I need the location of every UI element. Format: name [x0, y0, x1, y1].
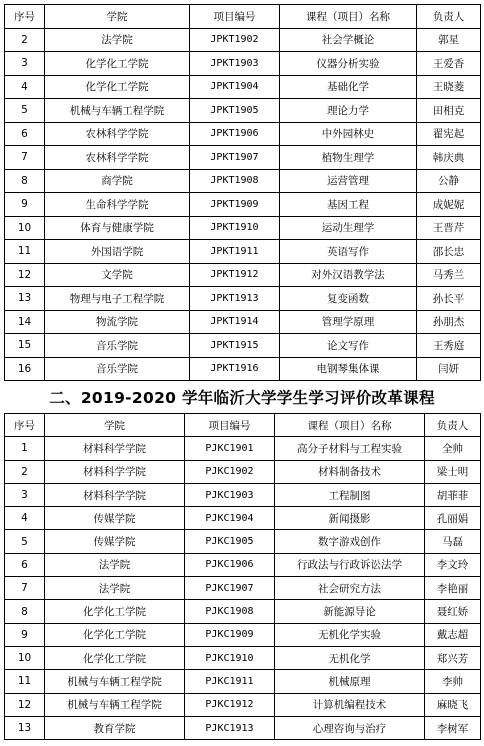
table-row [5, 693, 481, 716]
cell-leader: 邵长忠 [417, 240, 481, 264]
cell-college: 生命科学学院 [45, 193, 190, 217]
cell-college: 材料科学学院 [45, 437, 185, 460]
cell-course: 电钢琴集体课 [280, 357, 417, 381]
table-row [5, 310, 481, 334]
cell-code: PJKC1913 [185, 716, 275, 739]
cell-code: JPKT1908 [190, 169, 280, 193]
cell-college: 机械与车辆工程学院 [45, 693, 185, 716]
header-college: 学院 [45, 414, 185, 437]
cell-seq: 16 [5, 357, 45, 381]
cell-course: 论文写作 [280, 334, 417, 358]
cell-code: PJKC1909 [185, 623, 275, 646]
cell-leader: 孙长平 [417, 287, 481, 311]
cell-code: PJKC1904 [185, 507, 275, 530]
table-row [5, 507, 481, 530]
cell-course: 运营管理 [280, 169, 417, 193]
cell-code: JPKT1913 [190, 287, 280, 311]
cell-code: JPKT1902 [190, 28, 280, 52]
cell-leader: 马磊 [425, 530, 481, 553]
table-header-row [5, 5, 481, 29]
cell-leader: 王晋芹 [417, 216, 481, 240]
cell-college: 物理与电子工程学院 [45, 287, 190, 311]
cell-course: 计算机编程技术 [275, 693, 425, 716]
cell-college: 材料科学学院 [45, 460, 185, 483]
course-table-2 [4, 413, 481, 740]
table-row [5, 437, 481, 460]
cell-leader: 闫妍 [417, 357, 481, 381]
cell-code: JPKT1914 [190, 310, 280, 334]
cell-course: 基因工程 [280, 193, 417, 217]
cell-code: JPKT1905 [190, 99, 280, 123]
table-row [5, 623, 481, 646]
cell-leader: 胡菲菲 [425, 483, 481, 506]
cell-course: 理论力学 [280, 99, 417, 123]
cell-seq: 11 [5, 670, 45, 693]
cell-code: JPKT1916 [190, 357, 280, 381]
cell-code: PJKC1902 [185, 460, 275, 483]
cell-college: 体育与健康学院 [45, 216, 190, 240]
cell-college: 法学院 [45, 577, 185, 600]
cell-code: JPKT1906 [190, 122, 280, 146]
cell-leader: 李文玲 [425, 553, 481, 576]
cell-course: 基础化学 [280, 75, 417, 99]
table-row [5, 670, 481, 693]
cell-college: 材料科学学院 [45, 483, 185, 506]
cell-leader: 田相克 [417, 99, 481, 123]
cell-leader: 王爱香 [417, 52, 481, 76]
cell-course: 无机化学 [275, 646, 425, 669]
table-row [5, 216, 481, 240]
cell-college: 外国语学院 [45, 240, 190, 264]
cell-code: PJKC1911 [185, 670, 275, 693]
header-leader: 负责人 [425, 414, 481, 437]
table-row [5, 334, 481, 358]
table-row [5, 193, 481, 217]
cell-college: 化学化工学院 [45, 600, 185, 623]
cell-seq: 6 [5, 553, 45, 576]
table-row [5, 716, 481, 739]
cell-college: 商学院 [45, 169, 190, 193]
cell-leader: 郑兴芳 [425, 646, 481, 669]
table-row [5, 263, 481, 287]
cell-college: 文学院 [45, 263, 190, 287]
cell-course: 数字游戏创作 [275, 530, 425, 553]
cell-college: 音乐学院 [45, 334, 190, 358]
header-code: 项目编号 [185, 414, 275, 437]
cell-code: JPKT1909 [190, 193, 280, 217]
cell-college: 法学院 [45, 553, 185, 576]
cell-leader: 公静 [417, 169, 481, 193]
header-college: 学院 [45, 5, 190, 29]
cell-course: 心理咨询与治疗 [275, 716, 425, 739]
table-row [5, 646, 481, 669]
cell-course: 社会研究方法 [275, 577, 425, 600]
header-seq: 序号 [5, 5, 45, 29]
cell-leader: 聂红娇 [425, 600, 481, 623]
table-row [5, 530, 481, 553]
cell-seq: 8 [5, 600, 45, 623]
header-course: 课程（项目）名称 [275, 414, 425, 437]
cell-seq: 11 [5, 240, 45, 264]
cell-leader: 李树军 [425, 716, 481, 739]
cell-leader: 王晓菱 [417, 75, 481, 99]
table-row [5, 553, 481, 576]
cell-seq: 12 [5, 693, 45, 716]
table-row [5, 169, 481, 193]
cell-seq: 5 [5, 99, 45, 123]
cell-college: 机械与车辆工程学院 [45, 670, 185, 693]
table-row [5, 287, 481, 311]
cell-seq: 13 [5, 716, 45, 739]
cell-leader: 王秀庭 [417, 334, 481, 358]
cell-code: PJKC1907 [185, 577, 275, 600]
cell-course: 管理学原理 [280, 310, 417, 334]
cell-course: 社会学概论 [280, 28, 417, 52]
table-row [5, 357, 481, 381]
cell-college: 化学化工学院 [45, 623, 185, 646]
table-header-row [5, 414, 481, 437]
cell-code: JPKT1912 [190, 263, 280, 287]
cell-seq: 4 [5, 507, 45, 530]
cell-seq: 7 [5, 577, 45, 600]
cell-seq: 9 [5, 623, 45, 646]
cell-course: 英语写作 [280, 240, 417, 264]
cell-leader: 李帅 [425, 670, 481, 693]
cell-college: 农林科学学院 [45, 122, 190, 146]
cell-course: 材料制备技术 [275, 460, 425, 483]
cell-code: PJKC1903 [185, 483, 275, 506]
table-row [5, 577, 481, 600]
cell-course: 机械原理 [275, 670, 425, 693]
table-row [5, 460, 481, 483]
cell-code: JPKT1915 [190, 334, 280, 358]
table-row [5, 483, 481, 506]
cell-seq: 9 [5, 193, 45, 217]
cell-college: 传媒学院 [45, 530, 185, 553]
cell-seq: 4 [5, 75, 45, 99]
cell-code: PJKC1908 [185, 600, 275, 623]
table-row [5, 99, 481, 123]
cell-code: JPKT1903 [190, 52, 280, 76]
course-table-1 [4, 4, 481, 381]
cell-seq: 2 [5, 28, 45, 52]
cell-leader: 孔丽娟 [425, 507, 481, 530]
cell-leader: 麻晓飞 [425, 693, 481, 716]
cell-college: 化学化工学院 [45, 75, 190, 99]
cell-college: 法学院 [45, 28, 190, 52]
cell-code: JPKT1911 [190, 240, 280, 264]
cell-course: 中外园林史 [280, 122, 417, 146]
cell-leader: 成妮妮 [417, 193, 481, 217]
cell-course: 新闻摄影 [275, 507, 425, 530]
cell-seq: 3 [5, 483, 45, 506]
cell-seq: 1 [5, 437, 45, 460]
cell-leader: 全帅 [425, 437, 481, 460]
cell-course: 对外汉语教学法 [280, 263, 417, 287]
cell-course: 新能源导论 [275, 600, 425, 623]
table-row [5, 28, 481, 52]
table-row [5, 600, 481, 623]
cell-course: 运动生理学 [280, 216, 417, 240]
cell-course: 高分子材料与工程实验 [275, 437, 425, 460]
cell-course: 无机化学实验 [275, 623, 425, 646]
cell-leader: 孙朋杰 [417, 310, 481, 334]
table-row [5, 52, 481, 76]
cell-leader: 李艳丽 [425, 577, 481, 600]
cell-seq: 5 [5, 530, 45, 553]
cell-course: 工程制图 [275, 483, 425, 506]
cell-code: JPKT1907 [190, 146, 280, 170]
cell-college: 传媒学院 [45, 507, 185, 530]
cell-seq: 13 [5, 287, 45, 311]
cell-leader: 梁士明 [425, 460, 481, 483]
cell-college: 音乐学院 [45, 357, 190, 381]
cell-seq: 15 [5, 334, 45, 358]
cell-seq: 2 [5, 460, 45, 483]
cell-code: PJKC1906 [185, 553, 275, 576]
cell-course: 复变函数 [280, 287, 417, 311]
cell-seq: 6 [5, 122, 45, 146]
cell-course: 植物生理学 [280, 146, 417, 170]
cell-leader: 戴志超 [425, 623, 481, 646]
cell-leader: 马秀兰 [417, 263, 481, 287]
table-2-body [5, 437, 481, 740]
cell-seq: 12 [5, 263, 45, 287]
cell-code: JPKT1904 [190, 75, 280, 99]
cell-college: 机械与车辆工程学院 [45, 99, 190, 123]
table-row [5, 240, 481, 264]
table-row [5, 75, 481, 99]
cell-seq: 3 [5, 52, 45, 76]
header-seq: 序号 [5, 414, 45, 437]
cell-course: 行政法与行政诉讼法学 [275, 553, 425, 576]
cell-college: 化学化工学院 [45, 646, 185, 669]
cell-college: 农林科学学院 [45, 146, 190, 170]
cell-seq: 14 [5, 310, 45, 334]
cell-code: PJKC1912 [185, 693, 275, 716]
cell-college: 化学化工学院 [45, 52, 190, 76]
header-code: 项目编号 [190, 5, 280, 29]
cell-seq: 10 [5, 216, 45, 240]
table-row [5, 122, 481, 146]
cell-seq: 7 [5, 146, 45, 170]
cell-seq: 10 [5, 646, 45, 669]
header-course: 课程（项目）名称 [280, 5, 417, 29]
cell-seq: 8 [5, 169, 45, 193]
cell-leader: 韩庆典 [417, 146, 481, 170]
header-leader: 负责人 [417, 5, 481, 29]
table-row [5, 146, 481, 170]
cell-course: 仪器分析实验 [280, 52, 417, 76]
cell-code: PJKC1901 [185, 437, 275, 460]
cell-leader: 郭星 [417, 28, 481, 52]
cell-code: PJKC1905 [185, 530, 275, 553]
cell-leader: 翟宪起 [417, 122, 481, 146]
cell-college: 教育学院 [45, 716, 185, 739]
cell-code: PJKC1910 [185, 646, 275, 669]
cell-college: 物流学院 [45, 310, 190, 334]
cell-code: JPKT1910 [190, 216, 280, 240]
table-1-body [5, 28, 481, 381]
section-2-title: 二、2019-2020 学年临沂大学学生学习评价改革课程 [49, 389, 435, 407]
